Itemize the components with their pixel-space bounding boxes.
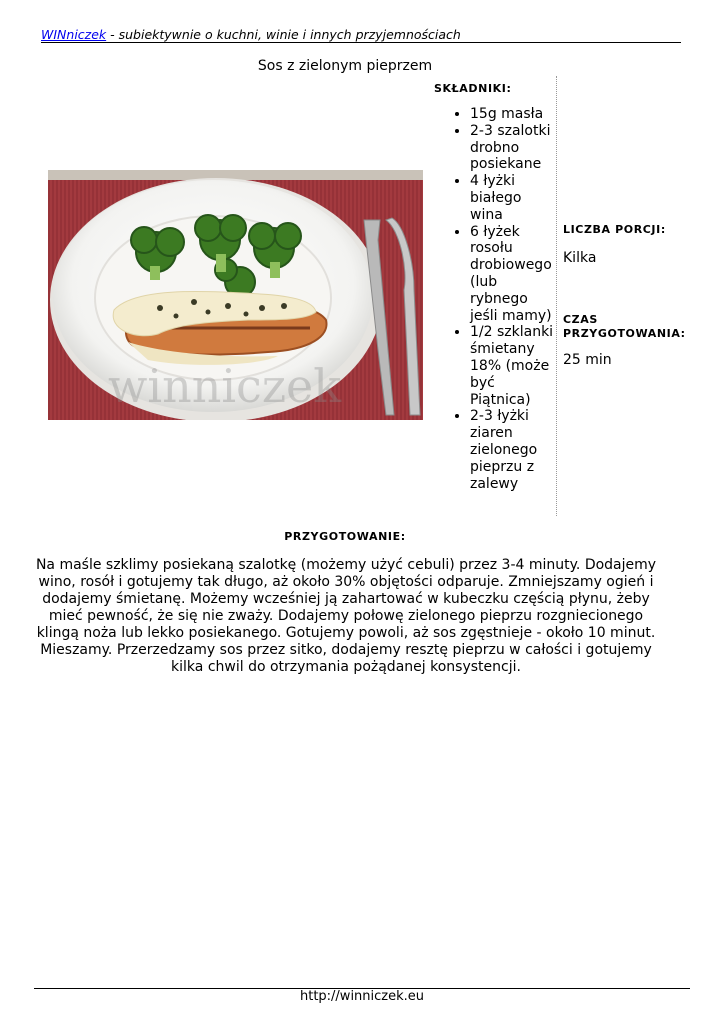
site-tagline: - subiektywnie o kuchni, winie i innych przyjemnościach xyxy=(106,27,461,42)
ingredient-item: • 4 łyżki białego wina xyxy=(470,173,556,223)
ingredient-item: • 1/2 szklanki śmietany 18% (może być Piątnica) xyxy=(470,324,556,408)
ingredient-item: • 2-3 szalotki drobno posiekane xyxy=(470,123,556,173)
time-value: 25 min xyxy=(563,352,612,368)
ingredients-list xyxy=(434,106,556,492)
ingredient-item: • 2-3 łyżki ziaren zielonego pieprzu z zalewy xyxy=(470,408,556,492)
portions-block xyxy=(563,223,703,267)
photo-watermark: winniczek xyxy=(108,359,342,413)
site-link[interactable]: WINniczek xyxy=(41,27,107,42)
portions-heading: LICZBA PORCJI: xyxy=(563,223,666,236)
time-block xyxy=(563,313,703,369)
ingredient-item: • 6 łyżek rosołu drobiowego (lub rybnego jeśli mamy) xyxy=(470,224,556,325)
preparation-text: Na maśle szklimy posiekaną szalotkę (możemy użyć cebuli) przez 3-4 minuty. Dodajemy wino, rosół i gotujemy tak długo, aż około 30% objętości odparuje. Zmniejszamy ogień i dodajemy śmietanę. Możemy wcześniej ją zahartować w kubeczku częścią płynu, żeby mieć pewność, że się nie zważy. Dodajemy połowę zielonego pieprzu rozgniecionego klingą noża lub lekko posiekanego. Gotujemy powoli, aż sos zgęstnieje - około 10 minut. Mieszamy. Przerzedzamy sos przez sitko, dodajemy resztę pieprzu w całości i gotujemy kilka chwil do otrzymania pożądanej konsystencji. xyxy=(35,557,657,675)
footer-url: http://winniczek.eu xyxy=(299,989,425,1004)
dish-photo xyxy=(48,170,423,420)
recipe-title: Sos z zielonym pieprzem xyxy=(257,58,433,74)
ingredient-item: • 15g masła xyxy=(470,106,556,123)
time-heading: CZAS PRZYGOTOWANIA: xyxy=(563,313,686,340)
page-header xyxy=(41,27,681,43)
ingredients-column xyxy=(434,82,556,492)
column-divider xyxy=(556,76,557,516)
preparation-heading: PRZYGOTOWANIE: xyxy=(284,530,406,543)
portions-value: Kilka xyxy=(563,250,597,266)
ingredients-heading: SKŁADNIKI: xyxy=(434,82,512,95)
